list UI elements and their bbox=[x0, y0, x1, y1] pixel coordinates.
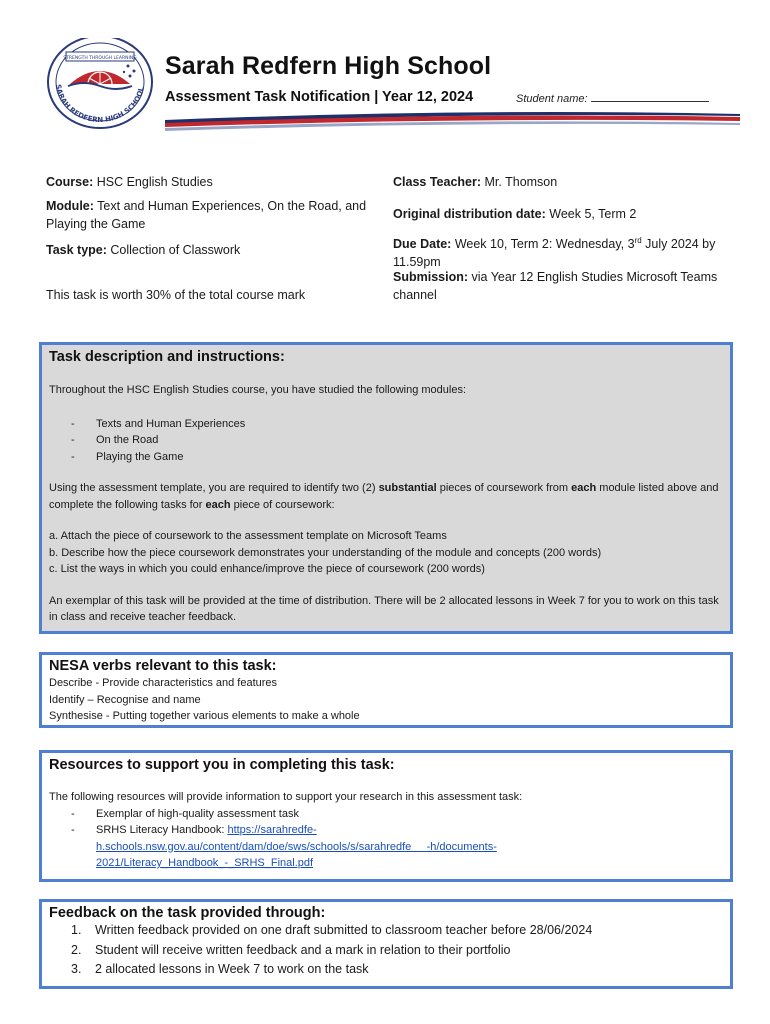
task-step: c. List the ways in which you could enhance/improve the piece of coursework (200 words) bbox=[49, 563, 485, 575]
teacher-info bbox=[393, 173, 723, 191]
student-name-line[interactable] bbox=[591, 92, 709, 102]
module-info bbox=[46, 197, 386, 233]
task-type-value: Collection of Classwork bbox=[110, 243, 241, 257]
student-name-field[interactable] bbox=[516, 92, 709, 105]
feedback-list bbox=[49, 921, 723, 980]
task-type-info bbox=[46, 241, 386, 259]
teacher-value: Mr. Thomson bbox=[484, 175, 558, 189]
task-instructions bbox=[49, 480, 723, 513]
feedback-box bbox=[39, 899, 733, 989]
task-step: b. Describe how the piece coursework demonstrates your understanding of the module and concepts (200 words) bbox=[49, 546, 602, 559]
due-date-info bbox=[393, 232, 723, 271]
distribution-label: Original distribution date: bbox=[393, 207, 546, 221]
svg-text:STRENGTH THROUGH LEARNING: STRENGTH THROUGH LEARNING bbox=[63, 56, 137, 61]
task-description-box bbox=[39, 342, 733, 634]
handbook-link[interactable]: https://sarahredfe- bbox=[227, 824, 317, 836]
verb-item: Identify – Recognise and name bbox=[49, 693, 201, 706]
course-label: Course: bbox=[46, 175, 94, 189]
item-text: Written feedback provided on one draft submitted to classroom teacher before 28/06/2024 bbox=[95, 923, 593, 937]
student-name-label: Student name: bbox=[516, 93, 588, 105]
handbook-link-cont[interactable]: h.schools.nsw.gov.au/content/dam/doe/sws/schools/s/sarahredfe -h/documents- bbox=[96, 840, 497, 853]
task-intro: Throughout the HSC English Studies course, you have studied the following modules: bbox=[49, 384, 467, 396]
instruction-emphasis: each bbox=[205, 498, 231, 511]
handbook-label: SRHS Literacy Handbook: bbox=[96, 824, 228, 836]
teacher-label: Class Teacher: bbox=[393, 175, 482, 189]
instruction-text: piece of coursework: bbox=[230, 498, 335, 511]
item-number: 1. bbox=[71, 923, 82, 937]
verb-item: Synthesise - Putting together various elements to make a whole bbox=[49, 710, 360, 722]
task-steps bbox=[49, 528, 723, 578]
resources-intro: The following resources will provide information to support your research in this assessment task: bbox=[49, 791, 523, 803]
task-step: a. Attach the piece of coursework to the assessment template on Microsoft Teams bbox=[49, 530, 447, 542]
verb-list bbox=[49, 675, 723, 725]
resources-heading: Resources to support you in completing this task: bbox=[49, 757, 395, 773]
nesa-verbs-heading: NESA verbs relevant to this task: bbox=[49, 658, 277, 674]
item-text: Student will receive written feedback and a mark in relation to their portfolio bbox=[95, 942, 511, 957]
list-item bbox=[49, 960, 723, 980]
module-label: Module: bbox=[46, 199, 94, 213]
item-text: 2 allocated lessons in Week 7 to work on the task bbox=[95, 962, 369, 976]
distribution-info bbox=[393, 205, 723, 223]
handbook-link-end[interactable]: 2021/Literacy_Handbook_-_SRHS_Final.pdf bbox=[96, 857, 314, 869]
exemplar-note: An exemplar of this task will be provided at the time of distribution. There will be 2 allocated lessons in Week 7 for you to work on this task in class and receive teacher feedback. bbox=[49, 594, 719, 623]
due-date-label: Due Date: bbox=[393, 237, 452, 252]
due-date-sup: rd bbox=[634, 236, 642, 245]
page-title: Sarah Redfern High School bbox=[165, 52, 492, 80]
list-item: - Texts and Human Experiences bbox=[49, 416, 723, 433]
submission-label: Submission: bbox=[393, 270, 469, 284]
list-item: - Exemplar of high-quality assessment task bbox=[49, 806, 723, 823]
module-value: Text and Human Experiences, On the Road, and Playing the Game bbox=[46, 199, 367, 231]
page-subtitle: Assessment Task Notification | Year 12, 2024 bbox=[165, 89, 474, 105]
header-swoosh-divider bbox=[165, 108, 740, 134]
instruction-emphasis: substantial bbox=[378, 482, 437, 494]
module-list bbox=[49, 416, 723, 466]
course-info bbox=[46, 173, 386, 191]
list-item: - Playing the Game bbox=[49, 449, 723, 466]
verb-item: Describe - Provide characteristics and features bbox=[49, 677, 278, 689]
instruction-emphasis: each bbox=[571, 482, 597, 494]
submission-info bbox=[393, 268, 723, 304]
resources-list bbox=[49, 806, 723, 872]
course-value: HSC English Studies bbox=[96, 175, 213, 189]
list-item bbox=[49, 921, 723, 941]
list-item: - On the Road bbox=[49, 432, 723, 449]
due-date-value-b: July 2024 by 11.59pm bbox=[393, 237, 716, 270]
item-number: 3. bbox=[71, 962, 82, 976]
school-crest-logo bbox=[40, 38, 160, 138]
task-weight: This task is worth 30% of the total course mark bbox=[46, 288, 306, 302]
distribution-value: Week 5, Term 2 bbox=[549, 207, 637, 221]
instruction-text: pieces of coursework from bbox=[436, 482, 572, 494]
list-item bbox=[49, 941, 723, 961]
instruction-text: module listed above and complete the following tasks for bbox=[49, 482, 719, 511]
task-type-label: Task type: bbox=[46, 243, 107, 257]
svg-text:SARAH REDFERN HIGH SCHOOL: SARAH REDFERN HIGH SCHOOL bbox=[54, 83, 146, 125]
feedback-heading: Feedback on the task provided through: bbox=[49, 905, 326, 921]
due-date-value-a: Week 10, Term 2: Wednesday, 3 bbox=[454, 237, 635, 252]
submission-value: via Year 12 English Studies Microsoft Teams channel bbox=[393, 270, 718, 302]
task-description-heading: Task description and instructions: bbox=[49, 349, 285, 365]
nesa-verbs-box bbox=[39, 652, 733, 728]
instruction-text: Using the assessment template, you are required to identify two (2) bbox=[49, 482, 379, 494]
list-item bbox=[49, 822, 723, 872]
item-number: 2. bbox=[71, 942, 82, 957]
resources-box bbox=[39, 750, 733, 882]
